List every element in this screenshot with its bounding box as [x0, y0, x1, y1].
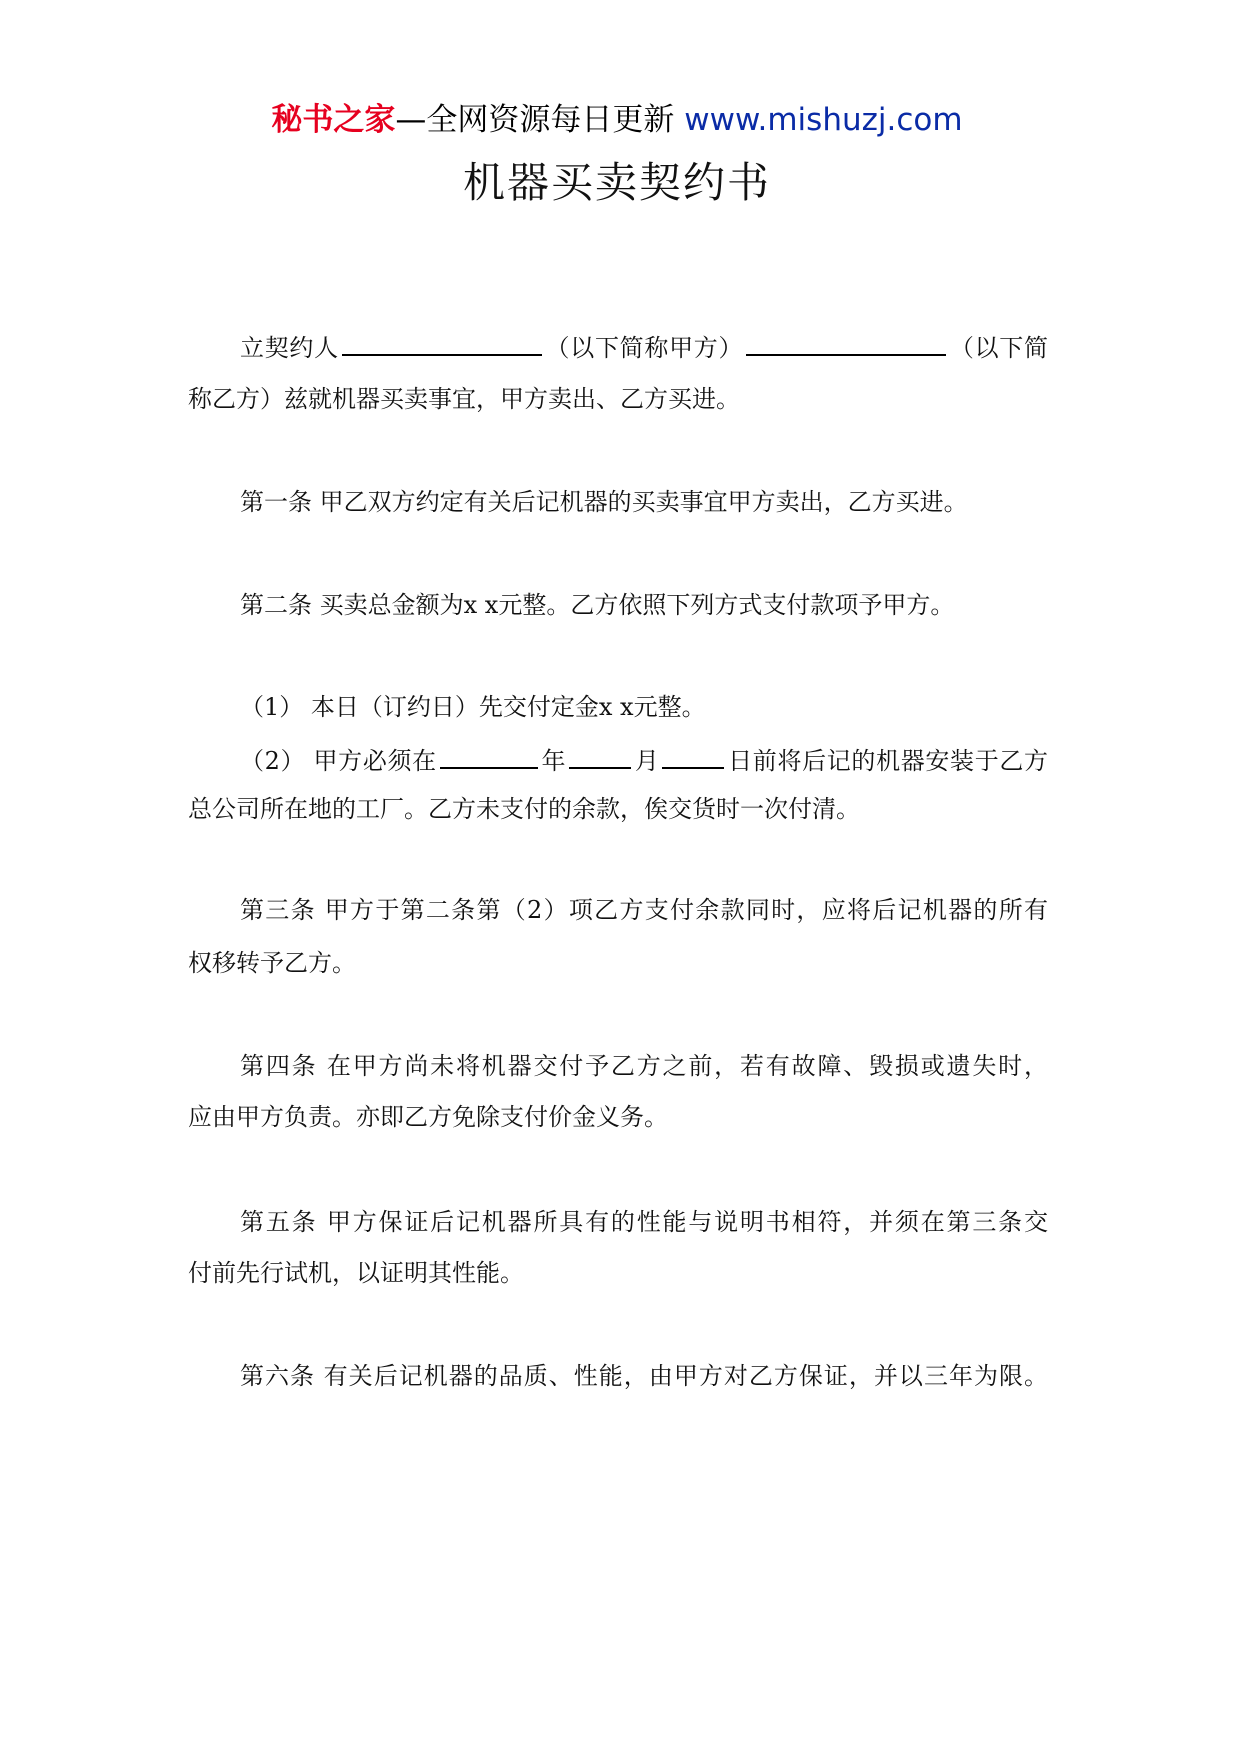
intro-line-1: [240, 328, 1048, 365]
article-2: 第二条 买卖总金额为x x元整。乙方依照下列方式支付款项予甲方。: [240, 591, 955, 619]
party-a-blank: [342, 328, 542, 356]
header-tagline: —全网资源每日更新: [395, 102, 675, 138]
year-blank: [440, 741, 538, 769]
intro-party-a-note: （以下简称甲方）: [544, 334, 744, 362]
article-2-item-1: （1） 本日（订约日）先交付定金x x元整。: [240, 693, 706, 721]
article-4-line-2: 应由甲方负责。亦即乙方免除支付价金义务。: [188, 1103, 668, 1131]
month-blank: [569, 741, 631, 769]
party-b-blank: [746, 328, 946, 356]
article-6: 第六条 有关后记机器的品质、性能，由甲方对乙方保证，并以三年为限。: [240, 1362, 1048, 1390]
item-2-rest: 日前将后记的机器安装于乙方: [727, 747, 1049, 775]
article-5-line-1: 第五条 甲方保证后记机器所具有的性能与说明书相符，并须在第三条交: [240, 1208, 1048, 1236]
year-label: 年: [540, 747, 567, 775]
intro-party-b-note: （以下简: [949, 334, 1049, 362]
brand-name: 秘书之家: [271, 102, 396, 138]
article-4-line-1: 第四条 在甲方尚未将机器交付予乙方之前，若有故障、毁损或遗失时，: [240, 1052, 1048, 1080]
day-blank: [662, 741, 724, 769]
article-3-line-2: 权移转予乙方。: [188, 949, 356, 977]
article-1: 第一条 甲乙双方约定有关后记机器的买卖事宜甲方卖出，乙方买进。: [240, 488, 968, 516]
site-header: [0, 100, 1234, 140]
site-url-link[interactable]: www.mishuzj.com: [684, 102, 963, 138]
intro-line-2: 称乙方）兹就机器买卖事宜，甲方卖出、乙方买进。: [188, 385, 740, 413]
month-label: 月: [634, 747, 660, 775]
article-2-item-2-line-1: [240, 741, 1048, 778]
item-2-prefix: （2） 甲方必须在: [240, 747, 437, 775]
document-title: 机器买卖契约书: [462, 158, 771, 207]
intro-party-label: 立契约人: [240, 334, 339, 362]
article-2-item-2-line-2: 总公司所在地的工厂。乙方未支付的余款，俟交货时一次付清。: [188, 795, 860, 823]
article-5-line-2: 付前先行试机，以证明其性能。: [188, 1259, 524, 1287]
article-3-line-1: 第三条 甲方于第二条第（2）项乙方支付余款同时，应将后记机器的所有: [240, 896, 1048, 924]
